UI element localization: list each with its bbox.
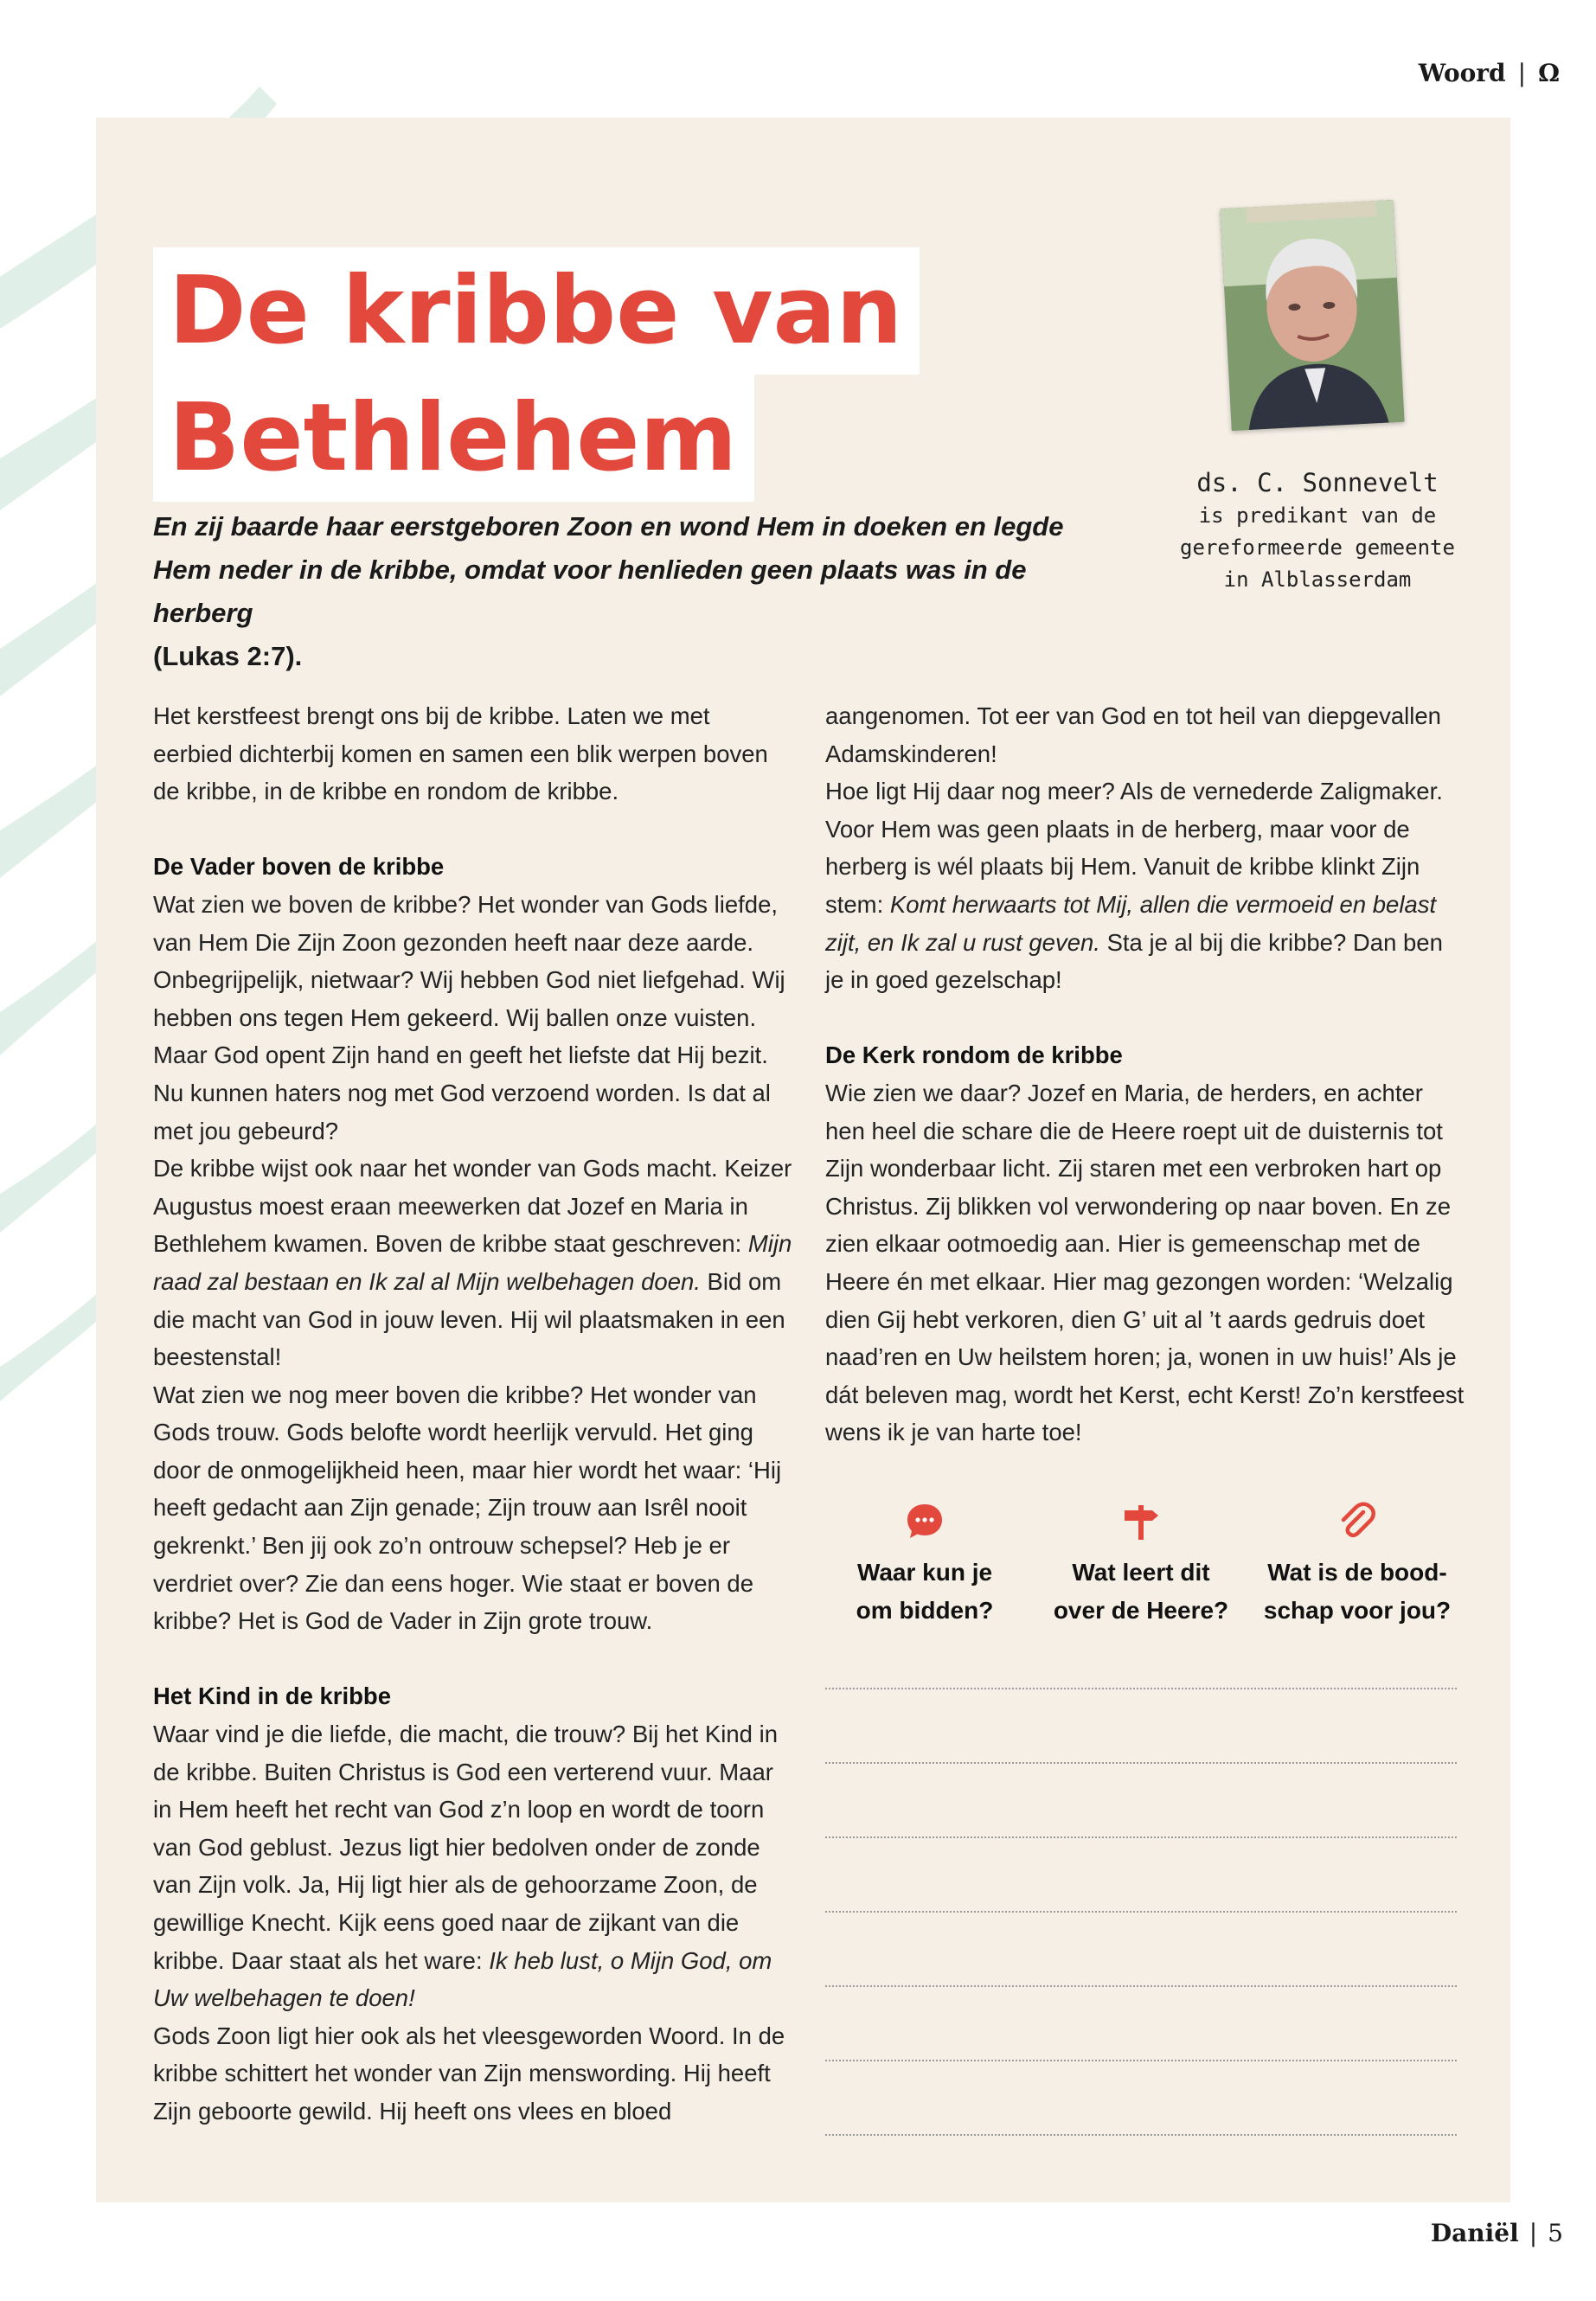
question-line-2: schap voor jou? [1263,1597,1452,1624]
question-line-2: om bidden? [856,1597,994,1624]
writing-line[interactable] [825,1911,1457,1913]
page-footer [1431,2219,1563,2247]
author-role-line-2: gereformeerde gemeente [1180,535,1455,560]
portrait-illustration [1220,200,1404,431]
scripture-citation: Ik heb lust, o Mijn God, om Uw welbehagen te doen! [153,1946,772,2012]
paragraph-kerk: Wie zien we daar? Jozef en Maria, de herders, en achter hen heel die schare die de Heere roept uit de duisternis tot Zijn wonderbaar licht. Zij staren met een verbroken hart op Christus. Zij blikken vol verwondering op naar boven. En ze zien elkaar ootmoedig aan. Hier is gemeenschap met de Heere én met elkaar. Hier mag gezongen worden: ‘Welzalig dien Gij hebt verkoren, dien G’ uit al ’t aards gedruis doet naad’ren en Uw heilstem horen; ja, wonen in uw huis!’ Als je dát beleven mag, wordt het Kerst, echt Kerst! Zo’n kerstfeest wens ik je van harte toe! [825,1079,1465,1446]
writing-line[interactable] [825,2060,1457,2061]
title-line-2: Bethlehem [153,375,754,502]
question-line-1: Wat is de bood- [1267,1559,1447,1586]
author-role-line-1: is predikant van de [1198,503,1437,528]
footer-divider: | [1529,2219,1538,2247]
question-label [1042,1554,1240,1630]
question-lesson [1042,1502,1240,1630]
speech-bubble-icon [905,1502,945,1541]
writing-line[interactable] [825,1836,1457,1838]
section-label: Woord [1418,59,1506,87]
question-line-1: Waar kun je [856,1559,993,1586]
author-name: ds. C. Sonnevelt [1196,468,1439,497]
question-label [1258,1554,1457,1630]
writing-lines[interactable] [825,1688,1457,2208]
question-pray [825,1502,1024,1630]
paragraph-kind-1 [153,1715,795,2017]
text-run: Waar vind je die liefde, die macht, die trouw? Bij het Kind in de kribbe. Buiten Christus is God een verterend vuur. Maar in Hem heeft het recht van God z’n loop en wordt de toorn van God geblust. Jezus ligt hier bedolven onder de zonde van Zijn volk. Ja, Hij ligt hier als de gehoorzame Zoon, de gewillige Knecht. Kijk eens goed naar de zijkant van die kribbe. Daar staat als het ware: [153,1721,778,1974]
paragraph-kind-2: Gods Zoon ligt hier ook als het vleesgeworden Woord. In de kribbe schittert het wonder van Zijn menswording. Hij heeft Zijn geboorte gewild. Hij heeft ons vlees en bloed [153,2022,785,2125]
omega-icon: Ω [1538,59,1560,87]
page-number: 5 [1548,2219,1563,2247]
article-column-left [153,697,795,2131]
paragraph-right-1: aangenomen. Tot eer van God en tot heil van diepgevallen Adamskinderen! [825,702,1441,767]
magazine-name: Daniël [1430,2219,1519,2247]
bible-reference: (Lukas 2:7). [153,641,303,671]
writing-line[interactable] [825,1688,1457,1689]
heading-kerk: De Kerk rondom de kribbe [825,1042,1123,1069]
bible-quote [153,505,1122,678]
writing-line[interactable] [825,1762,1457,1764]
paragraph-vader-1: Wat zien we boven de kribbe? Het wonder van Gods liefde, van Hem Die Zijn Zoon gezonden heeft naar deze aarde. Onbegrijpelijk, nietwaar? Wij hebben God niet liefgehad. Wij hebben ons tegen Hem gekeerd. Wij ballen onze vuisten. Maar God opent Zijn hand en geeft het liefste dat Hij bezit. Nu kunnen haters nog met God verzoend worden. Is dat al met jou gebeurd? [153,890,785,1144]
paperclip-icon [1337,1502,1377,1541]
text-run: Bid om die macht van God in jouw leven. Hij wil plaatsmaken in een beestenstal! [153,1267,785,1371]
text-run: Hoe ligt Hij daar nog meer? Als de vernederde Zaligmaker. Voor Hem was geen plaats in de herberg, maar voor de herberg is wél plaats bij Hem. Vanuit de kribbe klinkt Zijn stem: [825,778,1443,918]
author-photo [1220,200,1404,431]
intro-paragraph: Het kerstfeest brengt ons bij de kribbe. Laten we met eerbied dichterbij komen en samen een blik werpen boven de kribbe, in de kribbe en rondom de kribbe. [153,702,768,805]
author-byline [1153,465,1482,596]
paragraph-vader-3: Wat zien we nog meer boven die kribbe? Het wonder van Gods trouw. Gods belofte wordt heerlijk vervuld. Het ging door de onmogelijkheid heen, maar hier wordt het waar: ‘Hij heeft gedacht aan Zijn genade; Zijn trouw aan Isrêl nooit gekrenkt.’ Ben jij ook zo’n ontrouw schepsel? Heb je er verdriet over? Zie dan eens hoger. Wie staat er boven de kribbe? Het is God de Vader in Zijn grote trouw. [153,1381,782,1635]
question-line-2: over de Heere? [1053,1597,1229,1624]
scripture-citation: Mijn raad zal bestaan en Ik zal al Mijn welbehagen doen. [153,1230,792,1295]
writing-line[interactable] [825,1985,1457,1987]
scripture-citation: Komt herwaarts tot Mij, allen die vermoeid en belast zijt, en Ik zal u rust geven. [825,890,1437,956]
paragraph-right-2 [825,772,1467,999]
title-line-1: De kribbe van [153,247,920,375]
heading-kind: Het Kind in de kribbe [153,1682,392,1710]
heading-vader: De Vader boven de kribbe [153,853,445,881]
text-run: De kribbe wijst ook naar het wonder van Gods macht. Keizer Augustus moest eraan meewerken dat Jozef en Maria in Bethlehem kwamen. Boven de kribbe staat geschreven: [153,1155,792,1258]
article-column-right [825,697,1467,1452]
section-header [1419,59,1560,87]
text-run: Sta je al bij die kribbe? Dan ben je in goed gezelschap! [825,928,1443,994]
reflection-questions [825,1502,1467,1640]
question-line-1: Wat leert dit [1072,1559,1210,1586]
question-label [825,1554,1024,1630]
writing-line[interactable] [825,2134,1457,2136]
article-panel [96,118,1510,2202]
bible-quote-text: En zij baarde haar eerstgeboren Zoon en wond Hem in doeken en legde Hem neder in de kribbe, omdat voor henlieden geen plaats was in de herberg [153,511,1064,628]
article-title [153,247,920,502]
header-divider: | [1517,59,1527,87]
paragraph-vader-2 [153,1150,795,1376]
author-role-line-3: in Alblasserdam [1223,567,1412,592]
question-message [1258,1502,1457,1630]
signpost-icon [1121,1502,1161,1541]
